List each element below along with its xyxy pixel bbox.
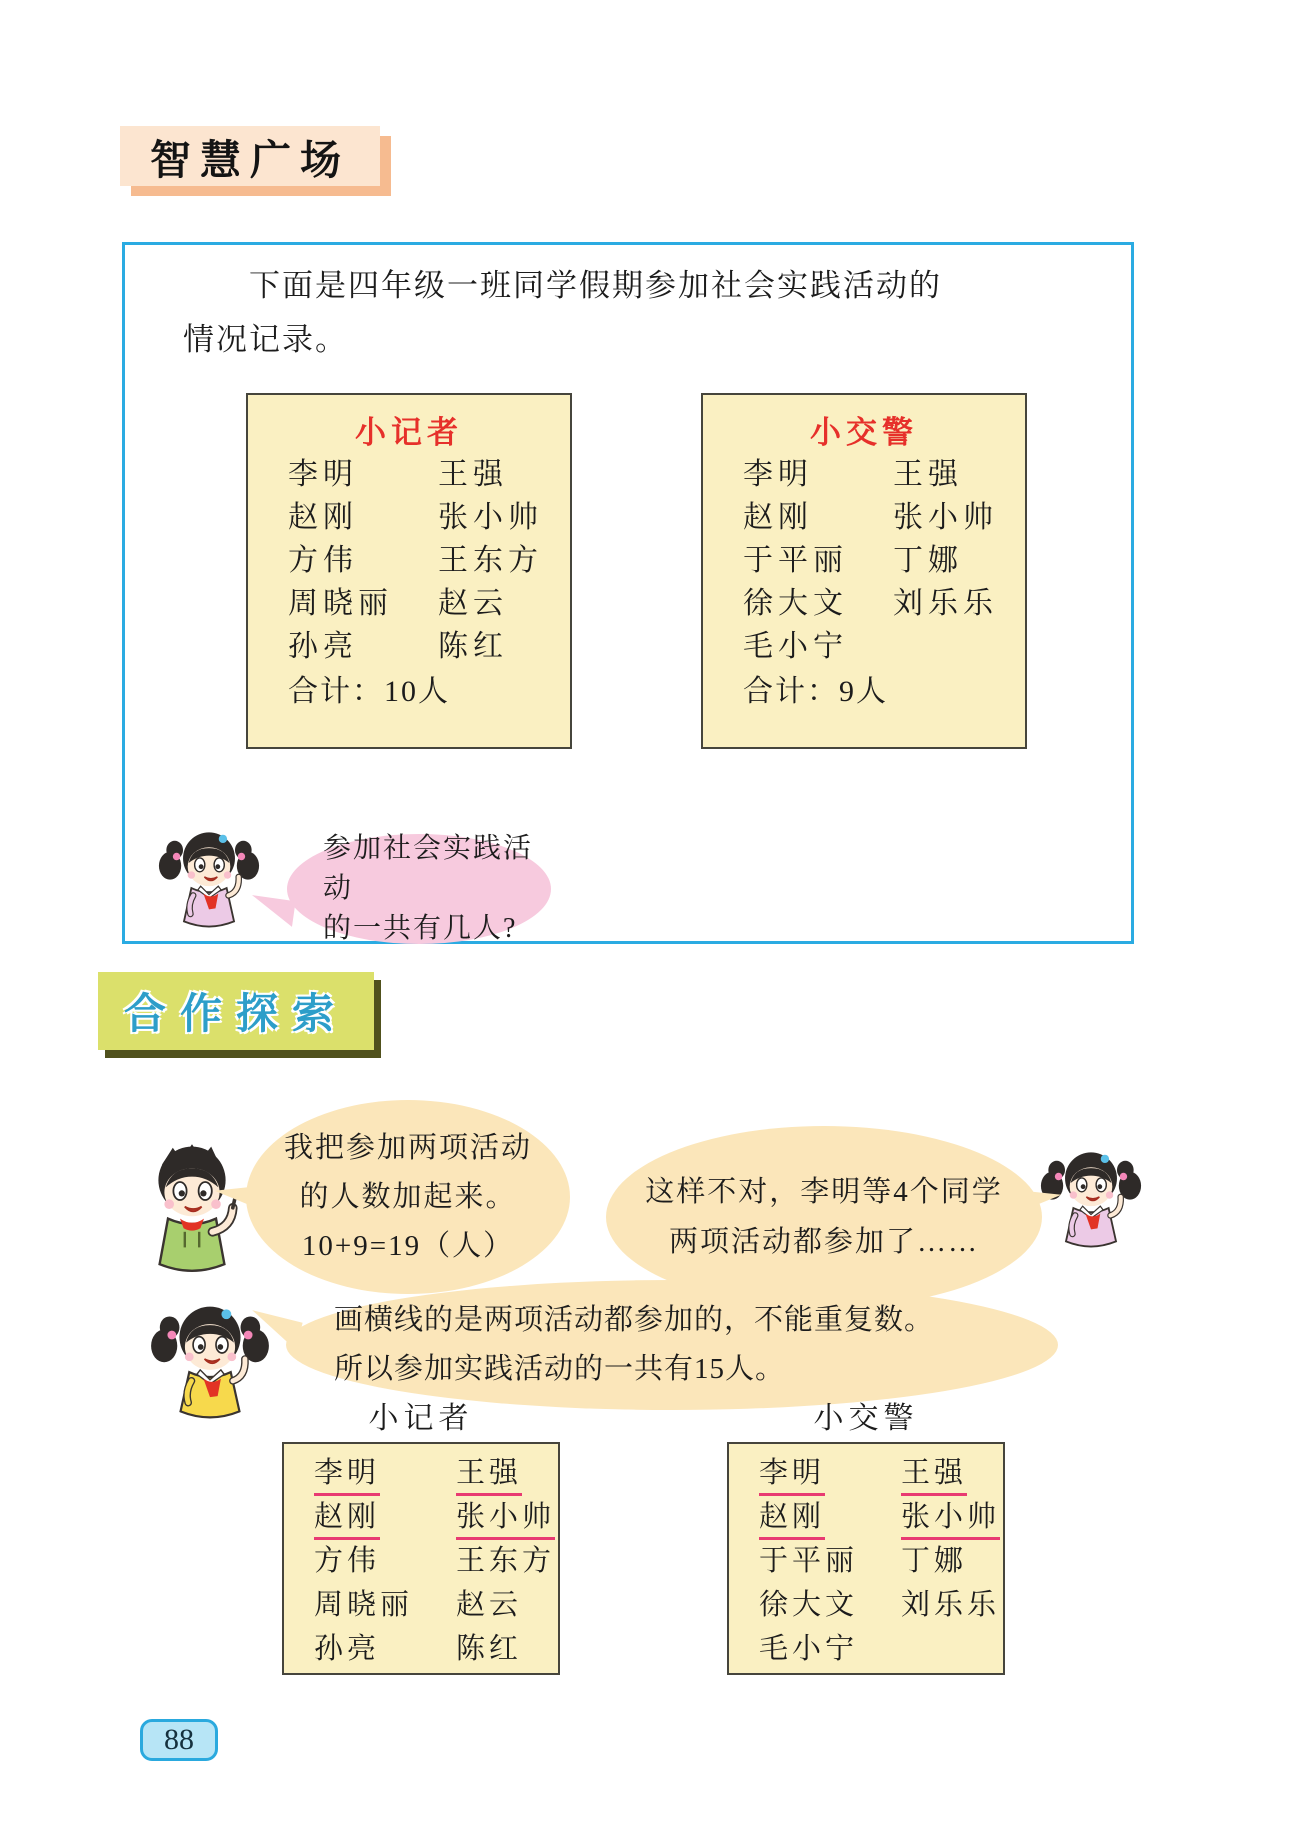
boy-line-3: 10+9=19（人） [301,1229,515,1262]
page-number: 88 [164,1723,194,1756]
student-name: 方伟 [288,544,358,577]
student-name: 丁娜 [901,1545,968,1577]
page-number-badge [140,1719,218,1761]
intro-line-2: 情况记录。 [183,322,348,357]
student-name: 孙亮 [314,1633,381,1665]
boy-speech-bubble [246,1100,570,1294]
name-row [248,539,570,582]
page-header-title: 智慧广场 [150,136,350,183]
bottom-police-box [727,1442,1005,1675]
student-name: 王强 [893,458,963,491]
police-record-box [701,393,1027,749]
problem-container [122,242,1134,944]
boy-line-2: 的人数加起来。 [299,1180,517,1213]
girl-middle-speech-bubble [286,1280,1058,1410]
boy-line-1: 我把参加两项活动 [283,1131,532,1164]
name-row [248,582,570,625]
student-name: 周晓丽 [288,587,393,620]
reporters-total: 合计：10人 [288,675,450,708]
student-name: 方伟 [314,1545,381,1577]
intro-line-1: 下面是四年级一班同学假期参加社会实践活动的 [249,268,942,303]
name-row [703,539,1025,582]
student-name: 赵刚 [759,1498,825,1540]
student-name: 赵刚 [743,501,813,534]
student-name: 王东方 [456,1545,556,1577]
student-name: 刘乐乐 [901,1589,1001,1621]
name-row [248,625,570,668]
student-name: 赵刚 [314,1498,380,1540]
name-row [759,1498,1003,1542]
name-row [314,1454,558,1498]
section-header-title: 合作探索 [123,990,348,1037]
girl-right-line-1: 这样不对，李明等4个同学 [645,1176,1003,1208]
police-box-title: 小交警 [810,415,918,450]
girl-right-line-2: 两项活动都参加了…… [668,1226,979,1258]
name-row [703,625,1025,668]
police-total: 合计：9人 [743,675,888,708]
student-name: 赵刚 [288,501,358,534]
student-name: 王强 [438,458,508,491]
question-line-1: 参加社会实践活动 [323,833,534,904]
student-name: 刘乐乐 [893,587,998,620]
student-name: 王东方 [438,544,543,577]
student-name: 张小帅 [456,1498,555,1540]
name-row [703,453,1025,496]
question-line-2: 的一共有几人? [323,913,518,944]
student-name: 张小帅 [893,501,998,534]
student-name: 徐大文 [743,587,848,620]
student-name: 李明 [314,1454,380,1496]
name-row [314,1542,558,1586]
name-row [314,1630,558,1674]
name-row [759,1586,1003,1630]
name-row [759,1542,1003,1586]
student-name: 孙亮 [288,630,358,663]
bottom-reporters-label: 小记者 [368,1402,474,1435]
name-row [703,496,1025,539]
student-name: 陈红 [456,1633,523,1665]
page-header-badge [120,126,380,186]
intro-paragraph [183,259,1053,367]
name-row [248,453,570,496]
student-name: 陈红 [438,630,508,663]
reporters-box-title: 小记者 [355,415,463,450]
student-name: 于平丽 [743,544,848,577]
student-name: 毛小宁 [743,630,848,663]
student-name: 李明 [288,458,358,491]
student-name: 张小帅 [901,1498,1000,1540]
girl-character [158,818,260,946]
student-name: 毛小宁 [759,1633,859,1665]
name-row [759,1454,1003,1498]
student-name: 王强 [456,1454,522,1496]
name-row [703,582,1025,625]
student-name: 丁娜 [893,544,963,577]
name-row [314,1586,558,1630]
student-name: 李明 [743,458,813,491]
name-row [314,1498,558,1542]
student-name: 徐大文 [759,1589,859,1621]
name-row [759,1630,1003,1674]
student-name: 王强 [901,1454,967,1496]
student-name: 赵云 [438,587,508,620]
reporters-record-box [246,393,572,749]
girl-middle-line-1: 画横线的是两项活动都参加的，不能重复数。 [334,1304,935,1336]
student-name: 李明 [759,1454,825,1496]
name-row [248,496,570,539]
student-name: 赵云 [456,1589,523,1621]
student-name: 于平丽 [759,1545,859,1577]
student-name: 张小帅 [438,501,543,534]
bottom-police-label: 小交警 [813,1402,919,1435]
section-header-badge [98,972,374,1050]
bottom-reporters-box [282,1442,560,1675]
question-speech-bubble [287,834,551,944]
student-name: 周晓丽 [314,1589,414,1621]
girl-middle-line-2: 所以参加实践活动的一共有15人。 [334,1353,786,1385]
